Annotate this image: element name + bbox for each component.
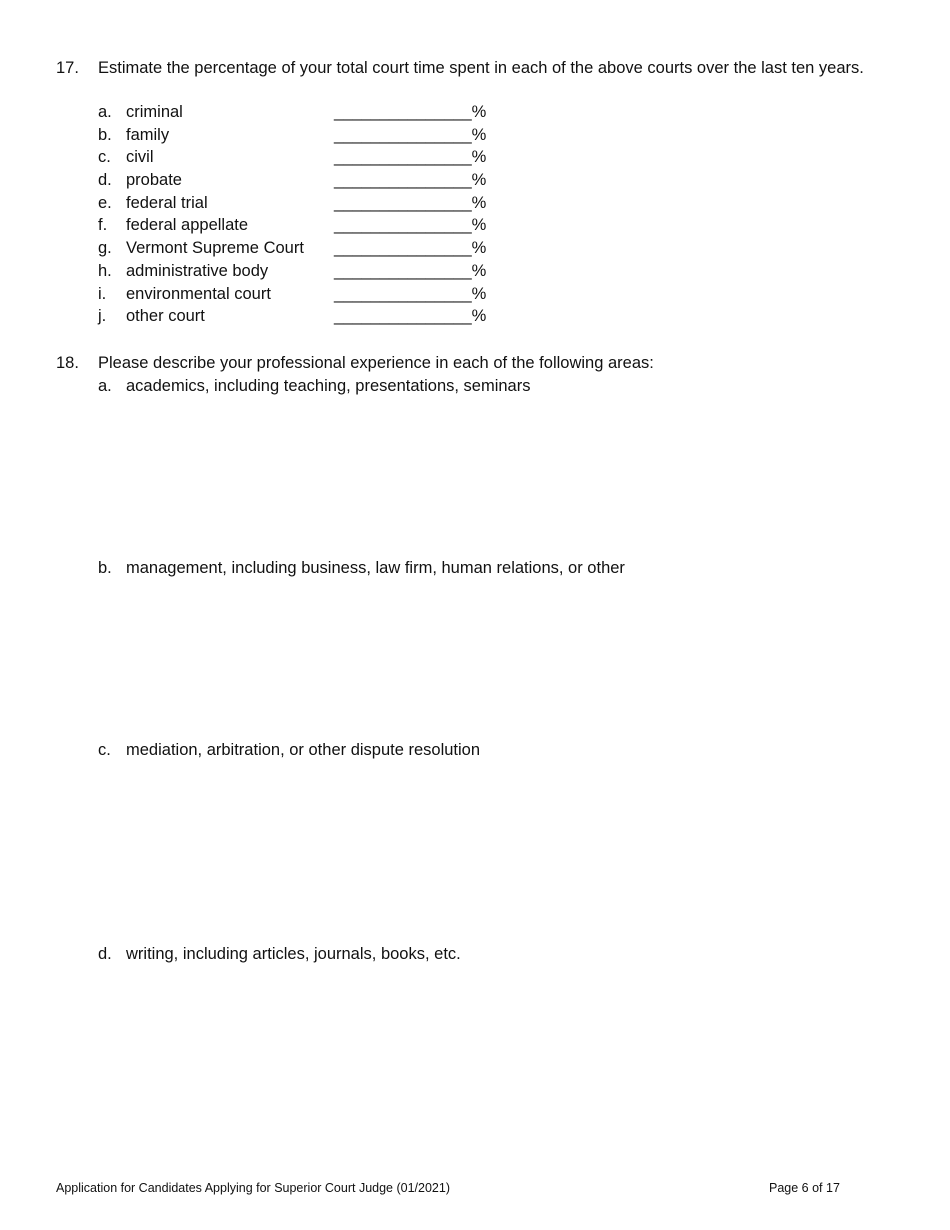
question-number: 17. [56,59,79,77]
question-text: Estimate the percentage of your total court time spent in each of the above courts over the last ten years. [98,59,864,77]
item-label: writing, including articles, journals, books, etc. [126,945,461,963]
item-letter: a. [98,377,112,395]
item-letter: h. [98,261,112,280]
percentage-blank[interactable]: _______________% [334,216,487,235]
item-label: probate [126,171,182,190]
item-label: other court [126,307,205,326]
item-letter: a. [98,103,112,121]
item-label: federal appellate [126,216,249,235]
item-label: administrative body [126,261,269,280]
item-letter: b. [98,125,112,144]
item-letter: g. [98,239,112,258]
percentage-blank[interactable]: _______________% [334,125,487,144]
item-letter: d. [98,171,112,190]
item-letter: c. [98,148,111,167]
percentage-blank[interactable]: _______________% [334,148,487,167]
percentage-blank[interactable]: _______________% [334,193,487,212]
item-label: federal trial [126,193,208,212]
item-letter: j. [98,307,107,326]
item-letter: i. [98,284,107,303]
item-letter: f. [98,216,108,235]
percentage-blank[interactable]: _______________% [334,284,487,303]
item-label: mediation, arbitration, or other dispute resolution [126,741,481,759]
percentage-blank[interactable]: _______________% [334,239,487,258]
footer-document-title: Application for Candidates Applying for Superior Court Judge (01/2021) [56,1181,450,1195]
footer-page-number: Page 6 of 17 [769,1181,840,1195]
percentage-blank[interactable]: _______________% [334,103,487,121]
item-letter: b. [98,559,112,577]
percentage-blank[interactable]: _______________% [334,307,487,326]
percentage-blank[interactable]: _______________% [334,261,487,280]
item-letter: e. [98,193,112,212]
item-label: Vermont Supreme Court [126,239,304,258]
item-letter: c. [98,741,111,759]
question-number: 18. [56,354,79,372]
question-17 [56,57,876,101]
item-label: family [126,125,170,144]
item-label: management, including business, law firm, human relations, or other [126,559,625,577]
item-label: criminal [126,103,183,121]
percentage-blank[interactable]: _______________% [334,171,487,190]
item-label: environmental court [126,284,271,303]
item-label: academics, including teaching, presentations, seminars [126,377,531,395]
item-letter: d. [98,945,112,963]
question-18 [56,352,876,375]
item-label: civil [126,148,154,167]
question-text: Please describe your professional experience in each of the following areas: [98,354,654,372]
